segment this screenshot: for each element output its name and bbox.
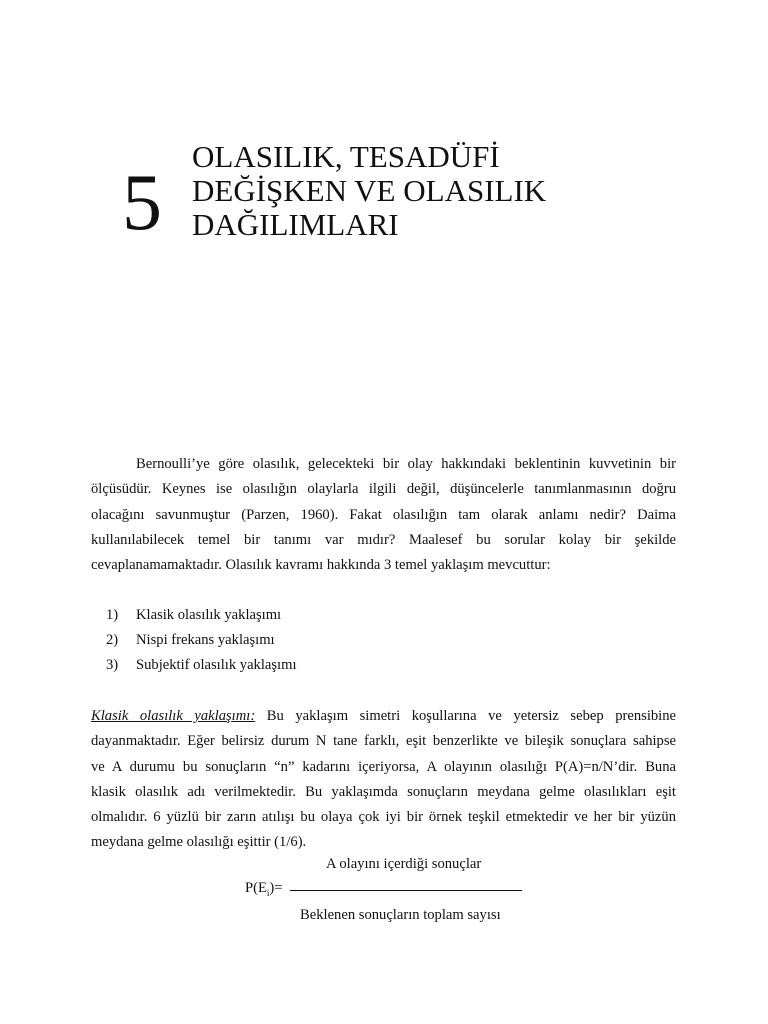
chapter-title xyxy=(192,140,712,242)
formula-denominator: Beklenen sonuçların toplam sayısı xyxy=(300,907,501,923)
intro-line: Bernoulli’ye göre olasılık, gelecekteki bir olay hakkındaki beklentinin kuvvetinin bir xyxy=(136,456,676,472)
klasik-line: olmalıdır. 6 yüzlü bir zarın atılışı bu olaya çok iyi bir örnek teşkil etmektedir ve her bir yüzün xyxy=(91,809,676,826)
formula-numerator: A olayını içerdiği sonuçlar xyxy=(326,856,482,872)
intro-line: ölçüsüdür. Keynes ise olasılığın olaylarla ilgili değil, düşüncelerle tanımlanmasının doğru xyxy=(91,481,676,498)
intro-paragraph xyxy=(91,452,676,578)
formula-fraction-bar xyxy=(290,890,522,891)
list-item-number: 3) xyxy=(106,657,119,673)
formula-lhs-subscript: i xyxy=(266,887,270,898)
formula-lhs-suffix: )= xyxy=(269,880,283,896)
chapter-title-line: DEĞİŞKEN VE OLASILIK xyxy=(192,173,547,208)
formula-lhs xyxy=(245,880,283,898)
list-item-number: 2) xyxy=(106,632,119,648)
list-item xyxy=(106,653,297,678)
list-item xyxy=(106,603,297,628)
klasik-term: Klasik olasılık yaklaşımı: xyxy=(91,708,256,724)
list-item-label: Nispi frekans yaklaşımı xyxy=(136,632,275,648)
list-item-number: 1) xyxy=(106,607,119,623)
klasik-first-line xyxy=(91,704,676,729)
klasik-paragraph xyxy=(91,704,676,856)
chapter-title-line: DAĞILIMLARI xyxy=(192,207,399,242)
klasik-line: ve A durumu bu sonuçların “n” kadarını içeriyorsa, A olayının olasılığı P(A)=n/N’dir. Buna xyxy=(91,758,676,775)
list-item-label: Klasik olasılık yaklaşımı xyxy=(136,607,282,623)
intro-line: olacağını savunmuştur (Parzen, 1960). Fakat olasılığın tam olarak anlamı nedir? Daima xyxy=(91,506,676,523)
intro-line: kullanılabilecek temel bir tanımı var mıdır? Maalesef bu sorular kolay bir şekilde xyxy=(91,531,676,548)
klasik-first-line-rest: Bu yaklaşım simetri koşullarına ve yetersiz sebep prensibine xyxy=(255,708,676,724)
approaches-list xyxy=(106,603,297,678)
formula-lhs-prefix: P(E xyxy=(245,880,267,896)
chapter-number: 5 xyxy=(122,159,162,247)
list-item xyxy=(106,628,297,653)
list-item-label: Subjektif olasılık yaklaşımı xyxy=(136,657,297,673)
klasik-line: klasik olasılık adı verilmektedir. Bu yaklaşımda sonuçların meydana gelme olasılıkları eşit xyxy=(91,783,676,800)
klasik-line: meydana gelme olasılığı eşittir (1/6). xyxy=(91,834,307,851)
chapter-title-line: OLASILIK, TESADÜFİ xyxy=(192,139,500,174)
klasik-line: dayanmaktadır. Eğer belirsiz durum N tane farklı, eşit benzerlikte ve bileşik sonuçlara sahipse xyxy=(91,733,676,750)
intro-line: cevaplanamamaktadır. Olasılık kavramı hakkında 3 temel yaklaşım mevcuttur: xyxy=(91,557,551,574)
